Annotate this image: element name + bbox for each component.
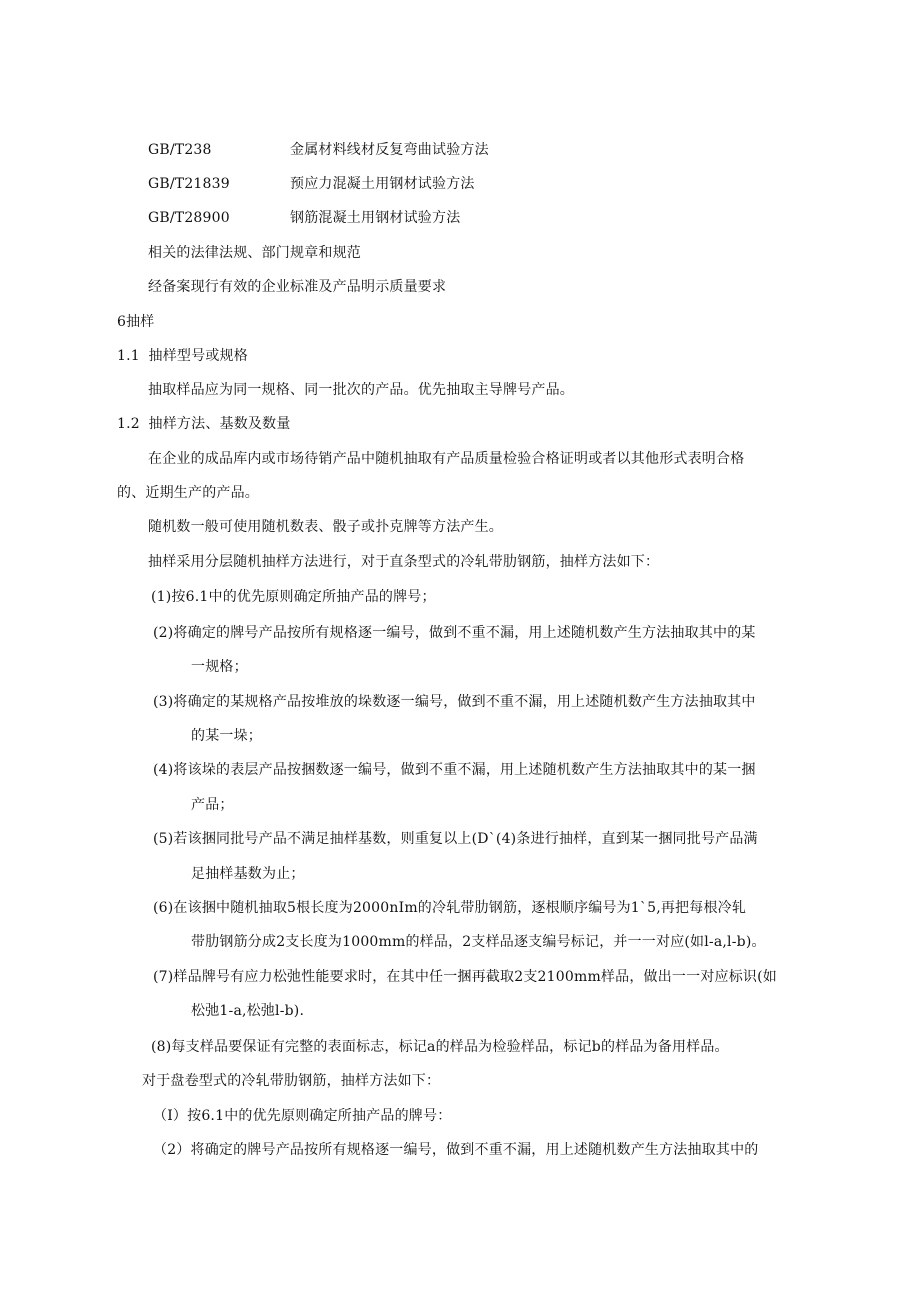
list-item-continuation: 一规格； <box>191 659 248 675</box>
list-item: （2）将确定的牌号产品按所有规格逐一编号，做到不重不漏，用上述随机数产生方法抽取其中的 <box>153 1142 759 1158</box>
list-item: (2)将确定的牌号产品按所有规格逐一编号，做到不重不漏，用上述随机数产生方法抽取其中的某 <box>153 625 756 641</box>
reference-enterprise-standards: 经备案现行有效的企业标准及产品明示质量要求 <box>148 279 447 295</box>
standard-name: 金属材料线材反复弯曲试验方法 <box>290 142 489 158</box>
standard-name: 预应力混凝土用钢材试验方法 <box>290 176 475 192</box>
list-item-continuation: 足抽样基数为止； <box>191 866 305 882</box>
paragraph: 抽样采用分层随机抽样方法进行，对于直条型式的冷轧带肋钢筋，抽样方法如下： <box>148 554 660 570</box>
paragraph-continuation: 的、近期生产的产品。 <box>117 485 259 501</box>
standard-name: 钢筋混凝土用钢材试验方法 <box>290 210 461 226</box>
list-item: (6)在该捆中随机抽取5根长度为2000nIm的冷轧带肋钢筋，逐根顺序编号为1`5,再把每根冷轧 <box>153 900 747 916</box>
list-item-continuation: 松弛1-a,松弛l-b). <box>191 1003 305 1019</box>
subsection-heading: 1.2 抽样方法、基数及数量 <box>117 416 291 432</box>
list-item: （I）按6.1中的优先原则确定所抽产品的牌号： <box>153 1108 452 1124</box>
paragraph: 在企业的成品库内或市场待销产品中随机抽取有产品质量检验合格证明或者以其他形式表明合格 <box>148 451 745 467</box>
list-item: (3)将确定的某规格产品按堆放的垛数逐一编号，做到不重不漏，用上述随机数产生方法抽取其中 <box>153 694 756 710</box>
paragraph: 对于盘卷型式的冷轧带肋钢筋，抽样方法如下： <box>142 1073 441 1089</box>
standard-code: GB/T28900 <box>148 210 230 226</box>
list-item-continuation: 的某一垛； <box>191 728 262 744</box>
list-item: (5)若该捆同批号产品不满足抽样基数，则重复以上(D`(4)条进行抽样，直到某一捆同批号产品满 <box>153 831 758 847</box>
list-item: (1)按6.1中的优先原则确定所抽产品的牌号； <box>151 589 436 605</box>
list-item-continuation: 带肋钢筋分成2支长度为1000mm的样品，2支样品逐支编号标记，并一一对应(如l-a,l-b)。 <box>191 934 766 950</box>
reference-laws: 相关的法律法规、部门规章和规范 <box>148 245 361 261</box>
paragraph: 随机数一般可使用随机数表、骰子或扑克牌等方法产生。 <box>148 519 503 535</box>
standard-code: GB/T238 <box>148 142 212 158</box>
list-item: (7)样品牌号有应力松弛性能要求时，在其中任一捆再截取2支2100mm样品，做出一一对应标识(如 <box>153 969 777 985</box>
standard-code: GB/T21839 <box>148 176 230 192</box>
list-item-continuation: 产品； <box>191 797 234 813</box>
subsection-heading: 1.1 抽样型号或规格 <box>117 348 248 364</box>
list-item: (4)将该垛的表层产品按捆数逐一编号，做到不重不漏，用上述随机数产生方法抽取其中的某一捆 <box>153 762 756 778</box>
list-item: (8)每支样品要保证有完整的表面标志，标记a的样品为检验样品，标记b的样品为备用样品。 <box>151 1039 729 1055</box>
paragraph: 抽取样品应为同一规格、同一批次的产品。优先抽取主导牌号产品。 <box>148 382 574 398</box>
section-heading: 6抽样 <box>117 314 155 330</box>
